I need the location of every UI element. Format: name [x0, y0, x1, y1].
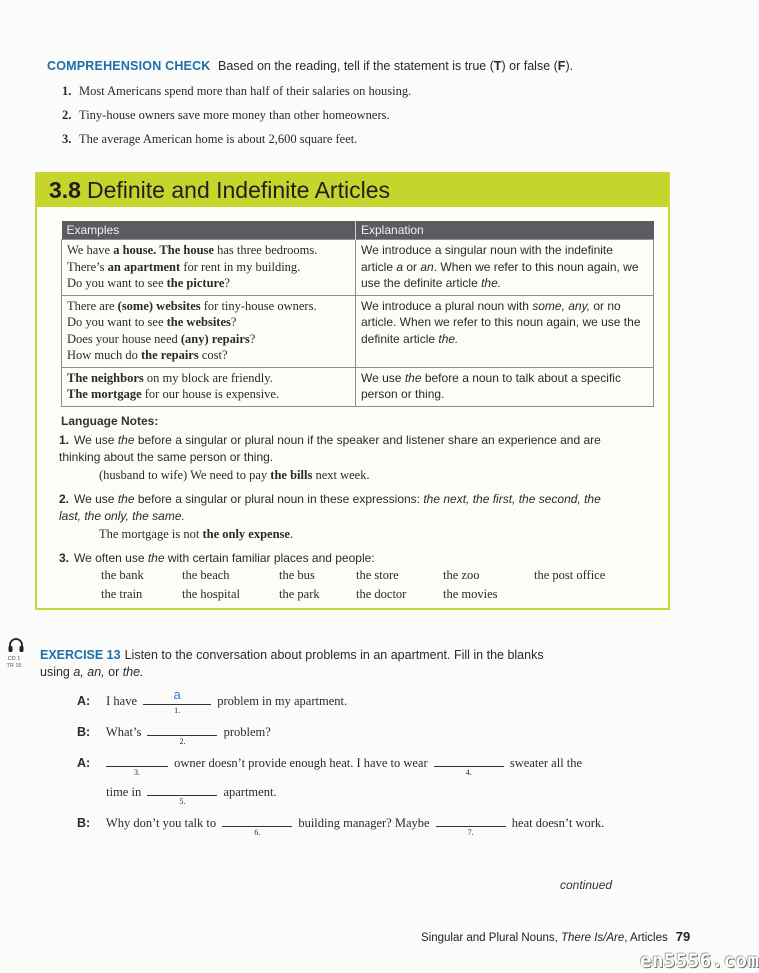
language-note-2 [59, 491, 619, 524]
dialog-line [77, 754, 583, 777]
grammar-box-title [49, 177, 390, 204]
answer-blank-4[interactable] [434, 754, 504, 777]
exercise-header [40, 647, 560, 681]
explanation-cell: We use the before a noun to talk about a specific person or thing. [356, 367, 654, 406]
familiar-places-list [101, 568, 641, 608]
dialog-text: apartment. [220, 785, 277, 799]
filled-answer: a [173, 687, 181, 702]
place-item: the post office [534, 568, 606, 582]
example-sentence: The mortgage for our house is expensive. [67, 387, 280, 401]
language-note-3 [59, 550, 619, 567]
note-number: 3. [59, 551, 70, 565]
place-item: the beach [182, 568, 230, 582]
note-text: We often use the with certain familiar places and people: [74, 551, 375, 565]
dialog-text: owner doesn’t provide enough heat. I have to wear [171, 756, 431, 770]
column-header-explanation: Explanation [356, 221, 654, 240]
table-header-row [62, 221, 654, 240]
exercise-title: EXERCISE 13 [40, 648, 121, 662]
section-number: 3.8 [49, 177, 81, 203]
comprehension-check-header [47, 59, 573, 73]
table-row [62, 367, 654, 406]
examples-cell [62, 367, 356, 406]
page-number: 79 [675, 929, 691, 944]
explanation-cell: We introduce a singular noun with the indefinite article a or an. When we refer to this noun again, we use the definite article the. [356, 240, 654, 296]
table-row [62, 295, 654, 367]
note-example: (husband to wife) We need to pay the bills next week. [99, 468, 370, 482]
place-item: the hospital [182, 587, 240, 601]
answer-blank-1[interactable] [143, 687, 211, 715]
grammar-box [35, 172, 670, 610]
examples-cell [62, 240, 356, 296]
language-note-1 [59, 432, 619, 465]
answer-blank-7[interactable] [436, 814, 506, 837]
continued-label: continued [560, 878, 613, 892]
blank-number: 6. [254, 828, 261, 837]
exercise-instructions: Listen to the conversation about problems in an apartment. Fill in the blanks using a, an, or the. [40, 648, 544, 679]
blank-number: 1. [174, 706, 181, 715]
comprehension-item [62, 132, 357, 147]
example-sentence: There are (some) websites for tiny-house owners. [67, 298, 317, 313]
example-sentence: There’s an apartment for rent in my building. [67, 259, 301, 274]
place-item: the bus [279, 568, 315, 582]
note-text: We use the before a singular or plural noun in these expressions: the next, the first, the second, the last, the only, the same. [59, 492, 601, 523]
answer-blank-3[interactable] [106, 754, 168, 777]
dialog-text: problem in my apartment. [214, 694, 348, 708]
dialog-text: heat doesn’t work. [508, 816, 605, 830]
examples-cell [62, 295, 356, 367]
note-text: We use the before a singular or plural noun if the speaker and listener share an experience and are thinking about the same person or thing. [59, 433, 601, 464]
answer-blank-6[interactable] [222, 814, 292, 837]
dialog-text: problem? [220, 725, 271, 739]
place-item: the bank [101, 568, 144, 582]
table-row [62, 240, 654, 296]
blank-number: 5. [179, 797, 186, 806]
cd-label: CD 1 [7, 656, 21, 662]
watermark: en5556.com [640, 950, 759, 972]
item-number: 2. [62, 108, 72, 122]
example-sentence: Does your house need (any) repairs? [67, 331, 256, 346]
explanation-cell: We introduce a plural noun with some, any, or no article. When we refer to this noun again, we use the definite article the. [356, 295, 654, 367]
headphones-icon[interactable] [7, 637, 25, 653]
dialog-text: What’s [103, 725, 145, 739]
blank-number: 3. [134, 768, 140, 777]
item-text: Most Americans spend more than half of their salaries on housing. [79, 84, 412, 98]
place-item: the train [101, 587, 143, 601]
item-text: Tiny-house owners save more money than other homeowners. [79, 108, 390, 122]
example-sentence: Do you want to see the picture? [67, 276, 230, 290]
comprehension-check-instructions: Based on the reading, tell if the statement is true (T) or false (F). [218, 59, 574, 73]
note-number: 2. [59, 492, 70, 506]
cd-track-label [6, 656, 22, 670]
dialog-text: building manager? Maybe [295, 816, 433, 830]
place-item: the park [279, 587, 320, 601]
place-item: the zoo [443, 568, 480, 582]
example-sentence: How much do the repairs cost? [67, 348, 228, 362]
comprehension-item [62, 108, 390, 123]
blank-number: 2. [179, 737, 186, 746]
dialog-text: Why don’t you talk to [103, 816, 220, 830]
dialog-text: I have [103, 694, 141, 708]
example-sentence: Do you want to see the websites? [67, 315, 237, 329]
grammar-box-title-band [37, 174, 668, 207]
speaker-label: A: [77, 756, 91, 770]
section-title: Definite and Indefinite Articles [86, 177, 390, 203]
column-header-examples: Examples [62, 221, 356, 240]
example-sentence: We have a house. The house has three bedrooms. [67, 243, 318, 257]
item-number: 1. [62, 84, 72, 98]
examples-table [61, 221, 654, 407]
comprehension-item [62, 84, 411, 99]
item-number: 3. [62, 132, 72, 146]
blank-number: 4. [465, 768, 472, 777]
dialog-text: time in [103, 785, 145, 799]
blank-number: 7. [467, 828, 474, 837]
dialog-line [77, 723, 271, 746]
item-text: The average American home is about 2,600 square feet. [79, 132, 358, 146]
place-item: the movies [443, 587, 498, 601]
example-sentence: The neighbors on my block are friendly. [67, 370, 273, 385]
dialog-line [77, 687, 348, 715]
place-item: the doctor [356, 587, 407, 601]
track-label: TR 15 [6, 663, 22, 669]
answer-blank-2[interactable] [147, 723, 217, 746]
speaker-label: A: [77, 694, 91, 708]
page-footer [421, 929, 690, 944]
dialog-text: sweater all the [506, 756, 583, 770]
language-notes-heading: Language Notes: [61, 414, 159, 428]
place-item: the store [356, 568, 399, 582]
note-example: The mortgage is not the only expense. [99, 527, 294, 541]
dialog-line [77, 783, 277, 806]
note-number: 1. [59, 433, 70, 447]
dialog-line [77, 814, 605, 837]
speaker-label: B: [77, 816, 91, 830]
answer-blank-5[interactable] [147, 783, 217, 806]
speaker-label: B: [77, 725, 91, 739]
chapter-title: Singular and Plural Nouns, There Is/Are, Articles [421, 932, 668, 944]
comprehension-check-title: COMPREHENSION CHECK [47, 59, 211, 73]
